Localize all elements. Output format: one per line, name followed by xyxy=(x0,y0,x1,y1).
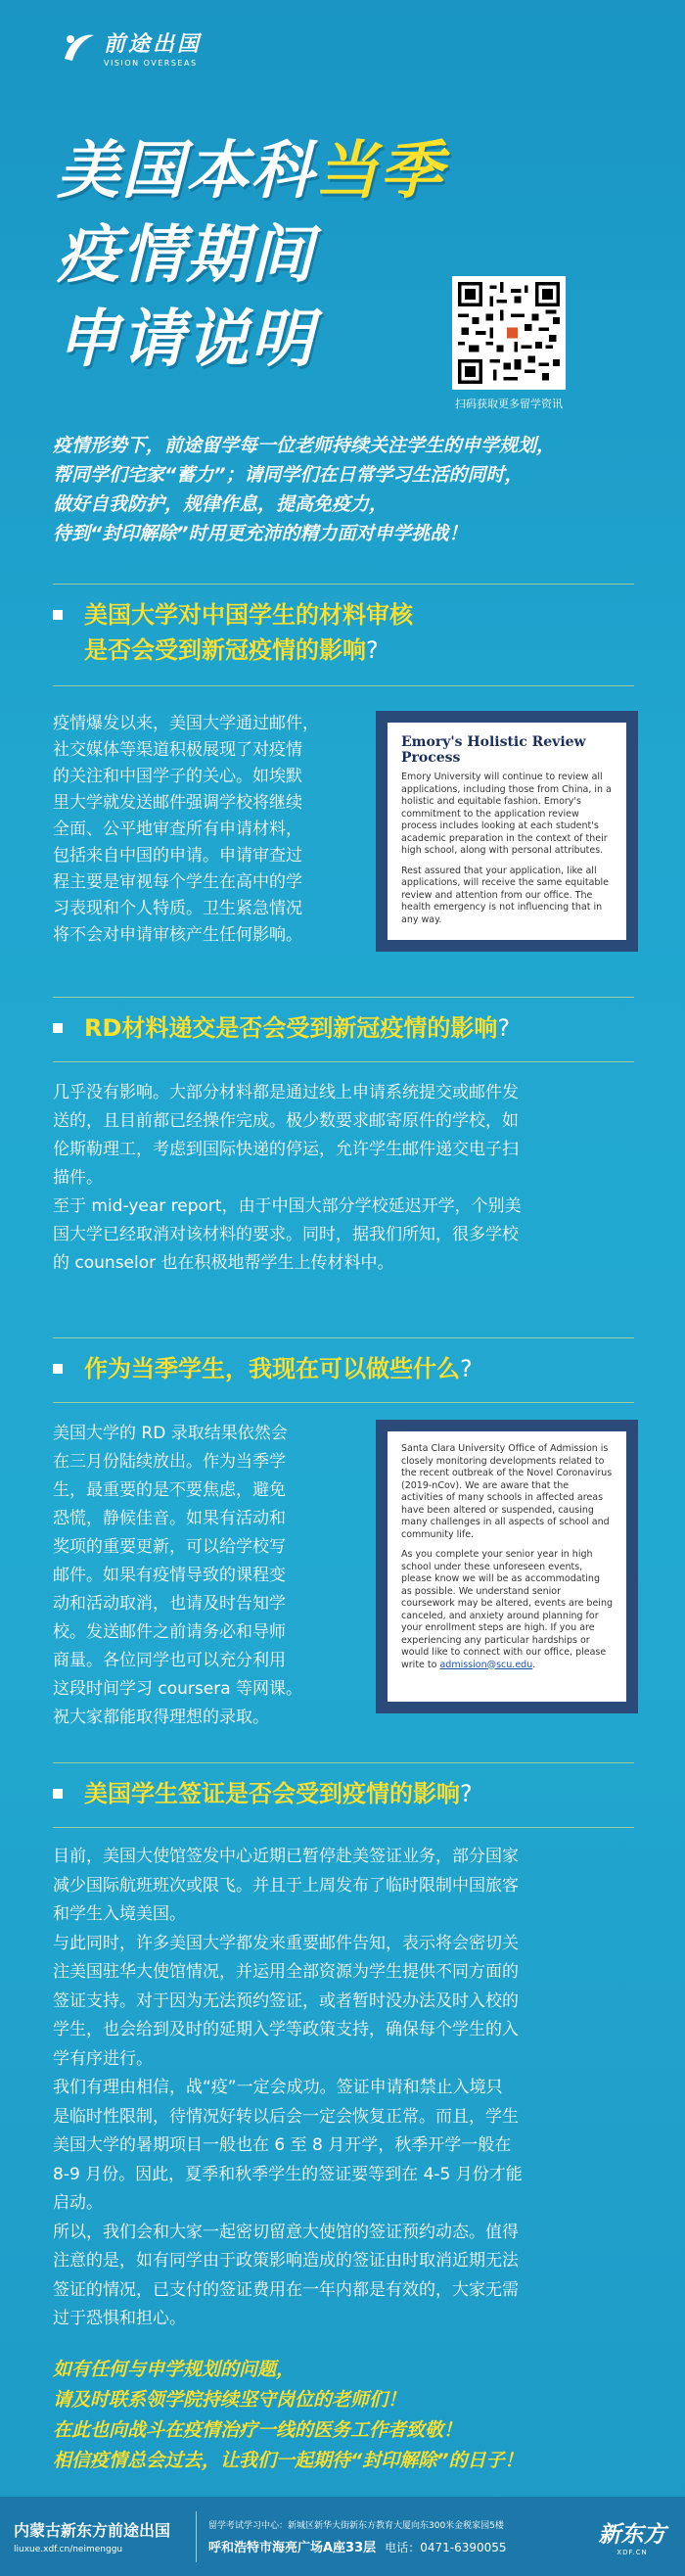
body-line: 描件。 xyxy=(53,1168,103,1188)
body-line: 美国大学的暑期项目一般也在 6 至 8 月开学，秋季开学一般在 xyxy=(53,2135,512,2155)
body-line: 美国大学的 RD 录取结果依然会 xyxy=(53,1424,288,1443)
section-divider xyxy=(53,997,634,998)
footer-address-line: 留学考试学习中心：新城区新华大街新东方教育大厦向东300米金税家园5楼 xyxy=(208,2520,504,2531)
page-title xyxy=(57,129,444,382)
logo-name-cn: 前途出国 xyxy=(104,31,203,57)
closing-message xyxy=(53,2355,650,2476)
footer-org xyxy=(0,2518,196,2554)
body-line: 动和活动取消，也请及时告知学 xyxy=(53,1594,286,1614)
body-line: 启动。 xyxy=(53,2193,103,2213)
body-line: 邮件。如果有疫情导致的课程变 xyxy=(53,1566,286,1585)
footer xyxy=(0,2497,685,2576)
body-line: 里大学就发送邮件强调学校将继续 xyxy=(53,793,302,813)
square-bullet-icon xyxy=(53,1789,63,1799)
body-line: 程主要是审视每个学生在高中的学 xyxy=(53,872,302,892)
title-line-1-a: 美国本科 xyxy=(57,135,315,208)
intro-line: 待到“封印解除”时用更充沛的精力面对申学挑战！ xyxy=(53,523,468,544)
section-1-title-line: 美国大学对中国学生的材料审核 xyxy=(84,601,413,629)
section-divider xyxy=(53,1827,634,1828)
body-line: 恐慌，静候佳音。如果有活动和 xyxy=(53,1509,286,1528)
body-line: 几乎没有影响。大部分材料都是通过线上申请系统提交或邮件发 xyxy=(53,1083,519,1102)
section-3-header xyxy=(53,1351,634,1386)
body-line: 是临时性限制，待情况好转以后会一定会恢复正常。而且，学生 xyxy=(53,2106,519,2127)
body-line: 的关注和中国学子的关心。如埃默 xyxy=(53,767,302,786)
body-line: 生，最重要的是不要焦虑，避免 xyxy=(53,1480,286,1500)
body-line: 8-9 月份。因此，夏季和秋季学生的签证要等到在 4-5 月份才能 xyxy=(53,2164,523,2184)
body-line: 签证的情况，已支付的签证费用在一年内都是有效的，大家无需 xyxy=(53,2279,519,2300)
body-line: 过于恐惧和担心。 xyxy=(53,2309,186,2328)
square-bullet-icon xyxy=(53,610,63,620)
body-line: 注美国驻华大使馆情况，并运用全部资源为学生提供不同方面的 xyxy=(53,1962,519,1982)
body-line: 送的，且目前都已经操作完成。极少数要求邮寄原件的学校，如 xyxy=(53,1111,519,1131)
body-line: 习表现和个人特质。卫生紧急情况 xyxy=(53,899,302,918)
body-line: 奖项的重要更新，可以给学校写 xyxy=(53,1537,286,1557)
title-line-3: 申请说明 xyxy=(57,304,315,376)
body-line: 祝大家都能取得理想的录取。 xyxy=(53,1708,269,1727)
body-line: 在三月份陆续放出。作为当季学 xyxy=(53,1452,286,1472)
xdf-brand-sub: XDF.CN xyxy=(616,2549,648,2556)
card-paragraph: Santa Clara University Office of Admission is closely monitoring developments related to the recent outbreak of the Novel Coronavirus (2019-nCov). We are aware that the activities of many schools in affected areas have been altered or suspended, causing many challenges in all aspects of school and community life. xyxy=(401,1443,613,1540)
section-divider xyxy=(53,685,634,686)
card-content xyxy=(388,1431,626,1702)
card-content xyxy=(388,723,626,940)
question-mark: ? xyxy=(366,636,379,664)
body-line: 至于 mid-year report，由于中国大部分学校延迟开学，个别美 xyxy=(53,1196,522,1216)
body-line: 目前，美国大使馆签发中心近期已暂停赴美签证业务，部分国家 xyxy=(53,1847,519,1866)
title-line-2: 疫情期间 xyxy=(57,219,315,292)
section-divider xyxy=(53,1762,634,1763)
question-mark: ? xyxy=(460,1780,473,1807)
xdf-logo xyxy=(579,2516,685,2556)
card-paragraph: Rest assured that your application, like all applications, will receive the same equitable review and attention from our office. The health emergency is not influencing that in any way. xyxy=(401,865,609,925)
footer-url[interactable]: liuxue.xdf.cn/neimenggu xyxy=(14,2545,123,2554)
body-line: 签证支持。对于因为无法预约签证，或者暂时没办法及时入校的 xyxy=(53,1991,519,2011)
closing-line: 请及时联系领学院持续坚守岗位的老师们！ xyxy=(53,2389,407,2411)
intro-line: 帮同学们宅家“蓄力”；请同学们在日常学习生活的同时， xyxy=(53,464,524,486)
xdf-brand: 新东方 xyxy=(598,2522,666,2548)
santa-clara-email-screenshot xyxy=(376,1420,638,1713)
body-line: 校。发送邮件之前请务必和导师 xyxy=(53,1622,286,1642)
section-4-body xyxy=(53,1843,640,2334)
closing-line: 如有任何与申学规划的问题， xyxy=(53,2359,296,2380)
question-mark: ? xyxy=(460,1355,473,1382)
body-line: 的 counselor 也在积极地帮学生上传材料中。 xyxy=(53,1253,394,1273)
logo-name-en: VISION OVERSEAS xyxy=(104,59,198,68)
body-line: 我们有理由相信，战“疫”一定会成功。签证申请和禁止入境只 xyxy=(53,2078,503,2097)
section-4-title: 美国学生签证是否会受到疫情的影响? xyxy=(84,1780,473,1807)
section-2-body xyxy=(53,1079,640,1278)
section-2-title: RD材料递交是否会受到新冠疫情的影响? xyxy=(84,1014,511,1042)
body-line: 所以，我们会和大家一起密切留意大使馆的签证预约动态。值得 xyxy=(53,2222,519,2242)
closing-line: 在此也向战斗在疫情治疗一线的医务工作者致敬！ xyxy=(53,2419,463,2441)
body-line: 学生，也会给到及时的延期入学等政策支持，确保每个学生的入 xyxy=(53,2020,519,2039)
intro-paragraph xyxy=(53,431,640,548)
body-line: 社交媒体等渠道积极展现了对疫情 xyxy=(53,740,302,760)
brand-logo xyxy=(61,27,202,68)
footer-org-name: 内蒙古新东方前途出国 xyxy=(14,2521,171,2540)
body-line: 疫情爆发以来，美国大学通过邮件， xyxy=(53,714,319,733)
body-line: 与此同时，许多美国大学都发来重要邮件告知，表示将会密切关 xyxy=(53,1933,519,1953)
body-line: 伦斯勒理工，考虑到国际快递的停运，允许学生邮件递交电子扫 xyxy=(53,1140,519,1159)
logo-swoosh-icon xyxy=(61,29,98,67)
closing-line: 相信疫情总会过去，让我们一起期待“封印解除”的日子！ xyxy=(53,2450,524,2471)
qr-caption: 扫码获取更多留学资讯 xyxy=(455,398,563,410)
footer-address-line: 呼和浩特市海亮广场A座33层 电话：0471-6390055 xyxy=(208,2540,507,2555)
body-line: 注意的是，如有同学由于政策影响造成的签证由时取消近期无法 xyxy=(53,2251,519,2271)
section-divider xyxy=(53,1402,634,1403)
body-line: 全面、公平地审查所有申请材料， xyxy=(53,820,302,839)
section-2-header xyxy=(53,1010,634,1046)
square-bullet-icon xyxy=(53,1364,63,1374)
qr-code[interactable] xyxy=(452,276,566,390)
section-3-title: 作为当季学生，我现在可以做些什么? xyxy=(84,1355,473,1382)
section-1-body xyxy=(53,711,376,949)
section-divider xyxy=(53,584,634,585)
card-paragraph: Emory University will continue to review all applications, including those from China, in a holistic and equitable fashion. Emory's commitment to the application review process includes looking at each student's academic preparation in the context of their high school, along with personal attributes. xyxy=(401,772,612,856)
card-title: Emory's Holistic Review Process xyxy=(401,734,586,766)
square-bullet-icon xyxy=(53,1023,63,1033)
footer-address xyxy=(197,2518,579,2555)
section-3-body xyxy=(53,1420,376,1732)
section-divider xyxy=(53,1337,634,1338)
body-line: 和学生入境美国。 xyxy=(53,1904,186,1924)
body-line: 国大学已经取消对该材料的要求。同时，据我们所知，很多学校 xyxy=(53,1225,519,1244)
card-paragraph: As you complete your senior year in high school under these unforeseen events, please know we will be as accommodating as possible. We understand senior coursework may be altered, events are being canceled, and anxiety around planning for your enrollment steps are high. If you are experiencing any particular hardships or would like to connect with our office, please write to admission@scu.edu. xyxy=(401,1549,613,1670)
body-line: 商量。各位同学也可以充分利用 xyxy=(53,1651,286,1670)
section-1-title-line: 是否会受到新冠疫情的影响? xyxy=(84,636,379,664)
body-line: 减少国际航班班次或限飞。并且于上周发布了临时限制中国旅客 xyxy=(53,1875,519,1896)
intro-line: 做好自我防护，规律作息，提高免疫力， xyxy=(53,493,388,515)
section-1-header xyxy=(53,597,634,668)
question-mark: ? xyxy=(497,1014,511,1042)
emory-email-screenshot xyxy=(376,711,638,952)
title-line-1 xyxy=(57,129,444,213)
section-4-header xyxy=(53,1776,634,1811)
admission-email-link[interactable]: admission@scu.edu xyxy=(439,1659,533,1670)
body-line: 学有序进行。 xyxy=(53,2048,153,2069)
intro-line: 疫情形势下，前途留学每一位老师持续关注学生的申学规划， xyxy=(53,435,556,456)
body-line: 将不会对申请审核产生任何影响。 xyxy=(53,925,302,945)
title-line-1-highlight: 当季 xyxy=(315,135,444,208)
section-divider xyxy=(53,1061,634,1062)
body-line: 这段时间学习 coursera 等网课。 xyxy=(53,1679,303,1699)
body-line: 包括来自中国的申请。申请审查过 xyxy=(53,846,302,866)
footer-phone[interactable]: 电话：0471-6390055 xyxy=(385,2540,507,2554)
